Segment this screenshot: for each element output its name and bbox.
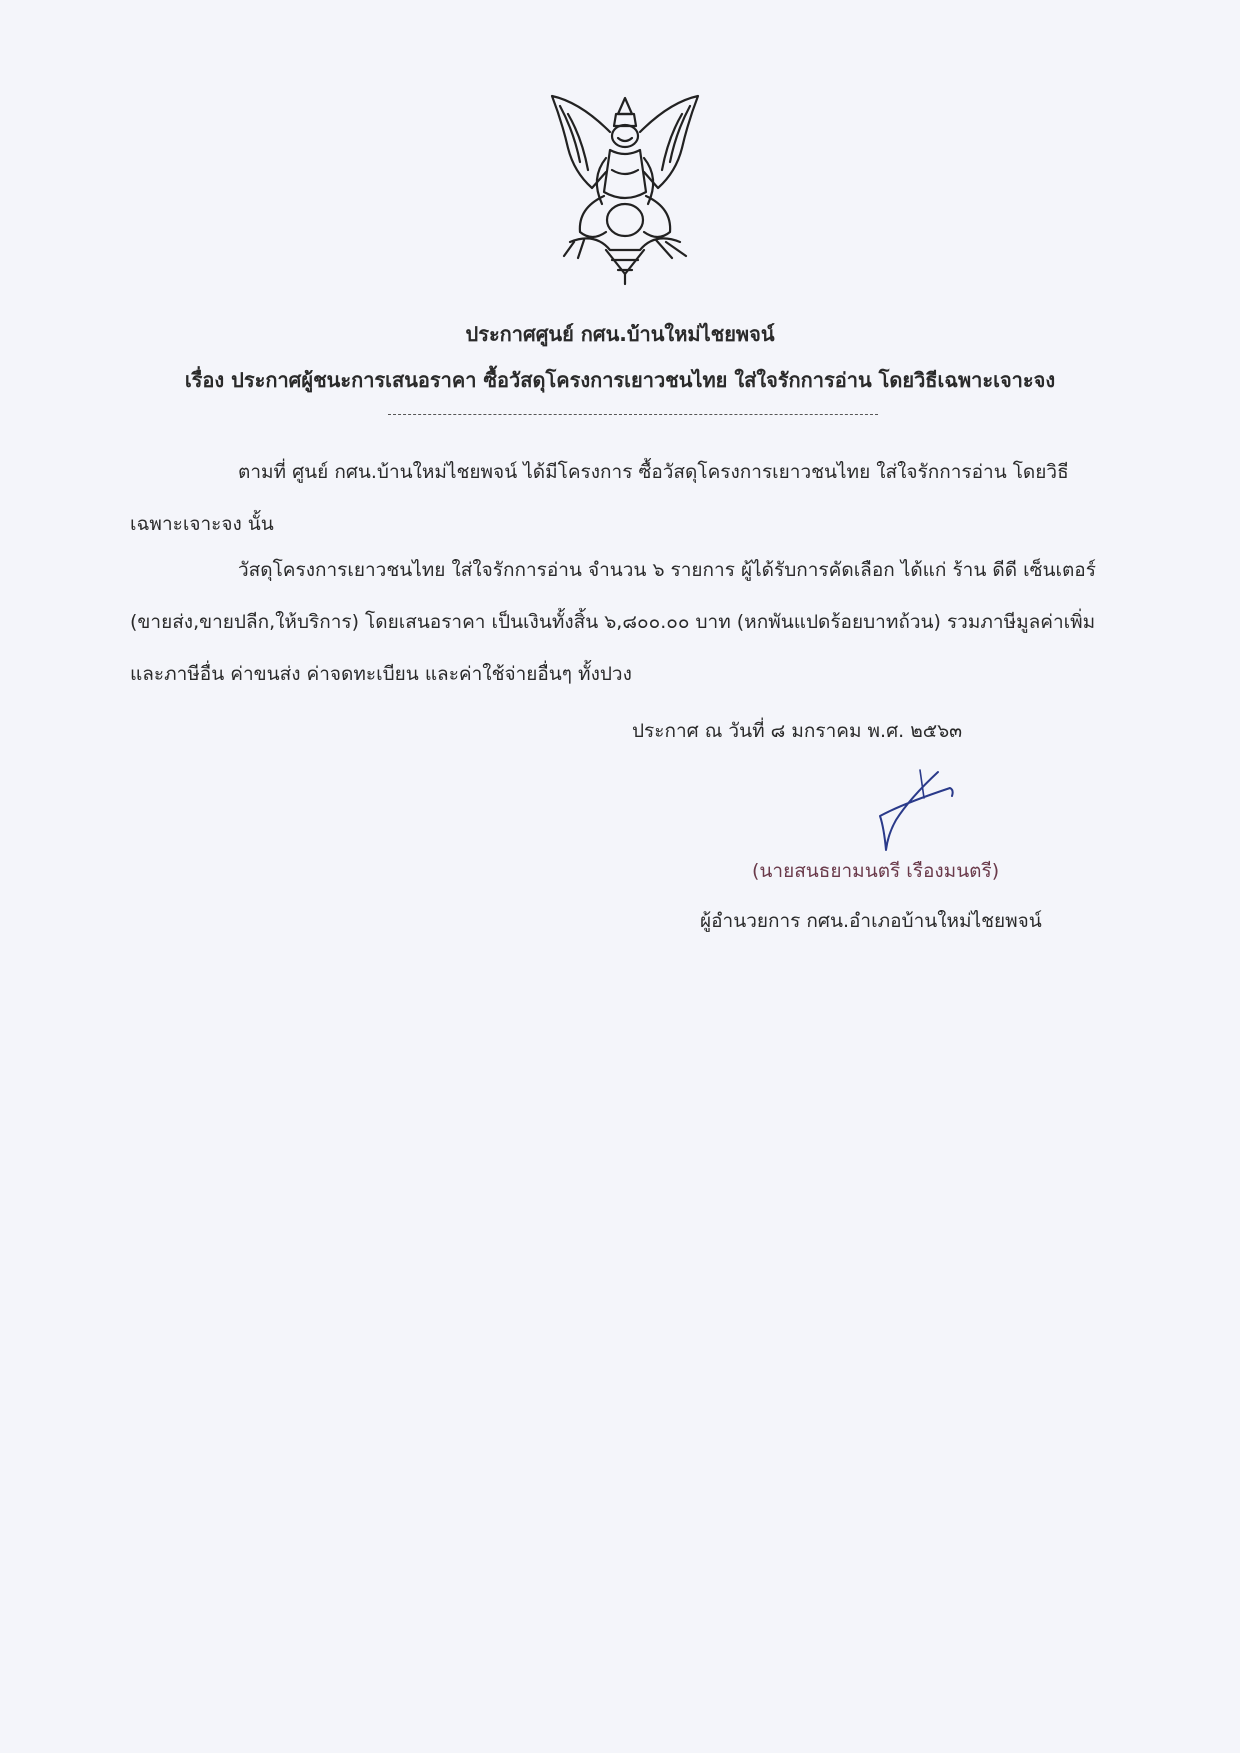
signatory-name: (นายสนธยามนตรี เรืองมนตรี)	[752, 860, 1000, 882]
handwritten-signature-icon	[850, 768, 960, 854]
body-paragraph-2	[130, 544, 1110, 700]
garuda-emblem-icon	[540, 92, 710, 288]
body-paragraph-1	[130, 446, 1110, 550]
paragraph-2-text: วัสดุโครงการเยาวชนไทย ใส่ใจรักการอ่าน จำนวน ๖ รายการ ผู้ได้รับการคัดเลือก ได้แก่ ร้าน ดีดี เซ็นเตอร์ (ขายส่ง,ขายปลีก,ให้บริการ) โดยเสนอราคา เป็นเงินทั้งสิ้น ๖,๘๐๐.๐๐ บาท (หกพันแปดร้อยบาทถ้วน) รวมภาษีมูลค่าเพิ่มและภาษีอื่น ค่าขนส่ง ค่าจดทะเบียน และค่าใช้จ่ายอื่นๆ ทั้งปวง	[130, 559, 1096, 685]
announcement-title: ประกาศศูนย์ กศน.บ้านใหม่ไชยพจน์	[465, 322, 775, 346]
announcement-subject: เรื่อง ประกาศผู้ชนะการเสนอราคา ซื้อวัสดุโครงการเยาวชนไทย ใส่ใจรักการอ่าน โดยวิธีเฉพาะเจาะจง	[184, 368, 1056, 392]
paragraph-1-text: ตามที่ ศูนย์ กศน.บ้านใหม่ไชยพจน์ ได้มีโครงการ ซื้อวัสดุโครงการเยาวชนไทย ใส่ใจรักการอ่าน โดยวิธีเฉพาะเจาะจง นั้น	[130, 461, 1069, 535]
signatory-position: ผู้อำนวยการ กศน.อำเภอบ้านใหม่ไชยพจน์	[700, 910, 1042, 932]
title-divider	[388, 414, 878, 415]
announcement-date: ประกาศ ณ วันที่ ๘ มกราคม พ.ศ. ๒๕๖๓	[632, 720, 963, 742]
